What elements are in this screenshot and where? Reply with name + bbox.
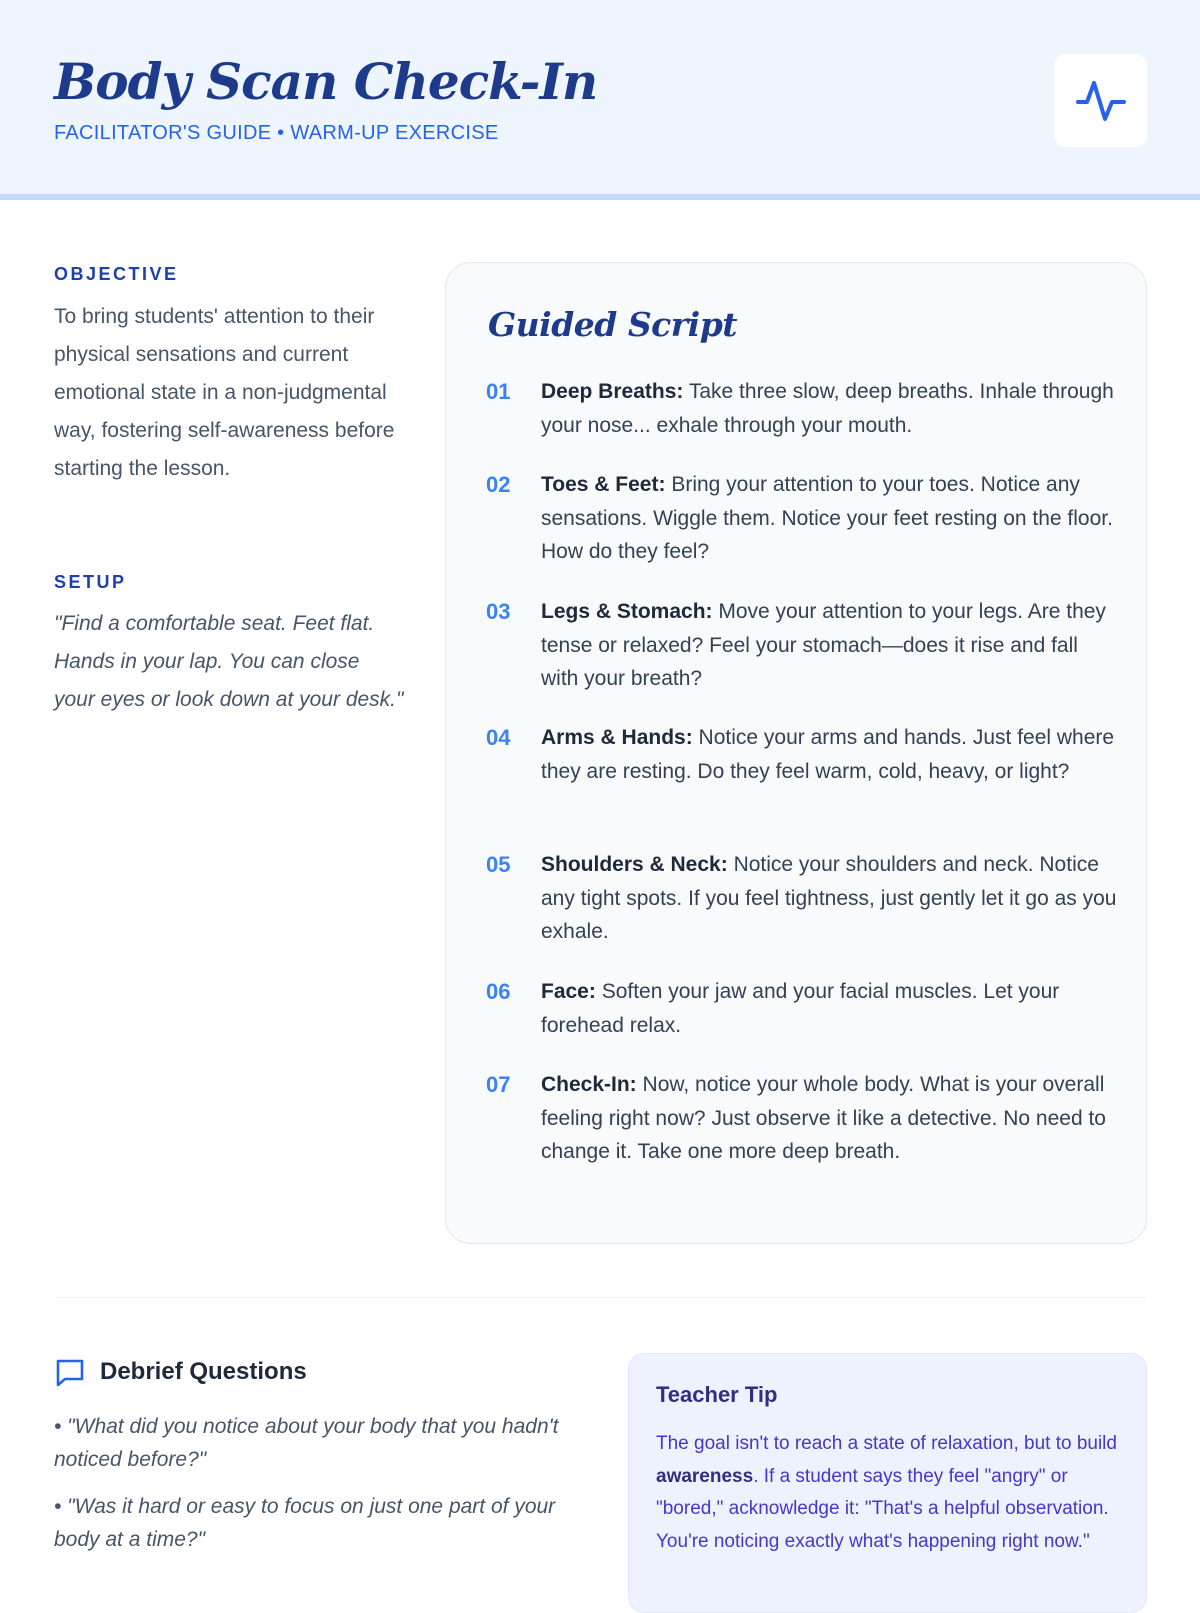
debrief-title: Debrief Questions xyxy=(100,1358,307,1385)
page-header xyxy=(0,0,1200,200)
step-heading: Arms & Hands: xyxy=(541,726,693,749)
page-subtitle: FACILITATOR'S GUIDE • WARM-UP EXERCISE xyxy=(54,122,499,144)
logo-badge xyxy=(1054,54,1147,147)
tip-emphasis: awareness xyxy=(656,1465,754,1487)
step-heading: Shoulders & Neck: xyxy=(541,853,728,876)
step-description: Move your attention to your legs. Are they tense or relaxed? Feel your stomach—does it rise and fall with your breath? xyxy=(541,600,1106,690)
debrief-header xyxy=(54,1355,307,1389)
script-title: Guided Script xyxy=(488,305,738,344)
tip-text-part: . If a student says they feel "angry" or "bored," acknowledge it: "That's a helpful observation. You're noticing exactly what's happening right now." xyxy=(656,1465,1109,1552)
step-description: Soften your jaw and your facial muscles. Let your forehead relax. xyxy=(541,980,1060,1037)
step-text xyxy=(541,375,1121,442)
step-text xyxy=(541,975,1121,1042)
step-heading: Legs & Stomach: xyxy=(541,600,713,623)
step-heading: Deep Breaths: xyxy=(541,380,684,403)
step-description: Notice your arms and hands. Just feel where they are resting. Do they feel warm, cold, heavy, or light? xyxy=(541,726,1115,783)
debrief-question: • "What did you notice about your body that you hadn't noticed before?" xyxy=(54,1415,559,1471)
step-number: 05 xyxy=(486,852,511,877)
step-number: 06 xyxy=(486,979,511,1004)
step-number: 02 xyxy=(486,472,511,497)
step-description: Notice your shoulders and neck. Notice any tight spots. If you feel tightness, just gently let it go as you exhale. xyxy=(541,853,1117,943)
step-heading: Check-In: xyxy=(541,1073,637,1096)
step-description: Take three slow, deep breaths. Inhale through your nose... exhale through your mouth. xyxy=(541,380,1114,437)
pulse-icon xyxy=(1075,75,1127,127)
step-text xyxy=(541,595,1121,696)
section-divider xyxy=(54,1297,1147,1298)
setup-text: "Find a comfortable seat. Feet flat. Hands in your lap. You can close your eyes or look down at your desk." xyxy=(54,612,404,711)
objective-text: To bring students' attention to their physical sensations and current emotional state in a non-judgmental way, fostering self-awareness before starting the lesson. xyxy=(54,305,395,480)
step-number: 04 xyxy=(486,725,511,750)
setup-label: SETUP xyxy=(54,572,127,592)
step-text xyxy=(541,721,1121,788)
chat-bubble-icon xyxy=(54,1356,86,1388)
tip-title: Teacher Tip xyxy=(656,1382,778,1407)
tip-text xyxy=(656,1428,1126,1558)
guided-script-card xyxy=(445,262,1147,1244)
objective-label: OBJECTIVE xyxy=(54,264,179,284)
page-title: Body Scan Check-In xyxy=(54,52,598,111)
step-text xyxy=(541,848,1121,949)
step-description: Now, notice your whole body. What is your overall feeling right now? Just observe it like a detective. No need to change it. Take one more deep breath. xyxy=(541,1073,1106,1163)
step-text xyxy=(541,1068,1121,1169)
step-heading: Face: xyxy=(541,980,596,1003)
step-number: 07 xyxy=(486,1072,511,1097)
step-text xyxy=(541,468,1121,569)
debrief-question: • "Was it hard or easy to focus on just one part of your body at a time?" xyxy=(54,1495,556,1551)
step-heading: Toes & Feet: xyxy=(541,473,666,496)
step-number: 03 xyxy=(486,599,511,624)
step-description: Bring your attention to your toes. Notice any sensations. Wiggle them. Notice your feet resting on the floor. How do they feel? xyxy=(541,473,1113,563)
step-number: 01 xyxy=(486,379,511,404)
teacher-tip-card xyxy=(628,1353,1147,1613)
tip-text-part: The goal isn't to reach a state of relaxation, but to build xyxy=(656,1433,1117,1454)
